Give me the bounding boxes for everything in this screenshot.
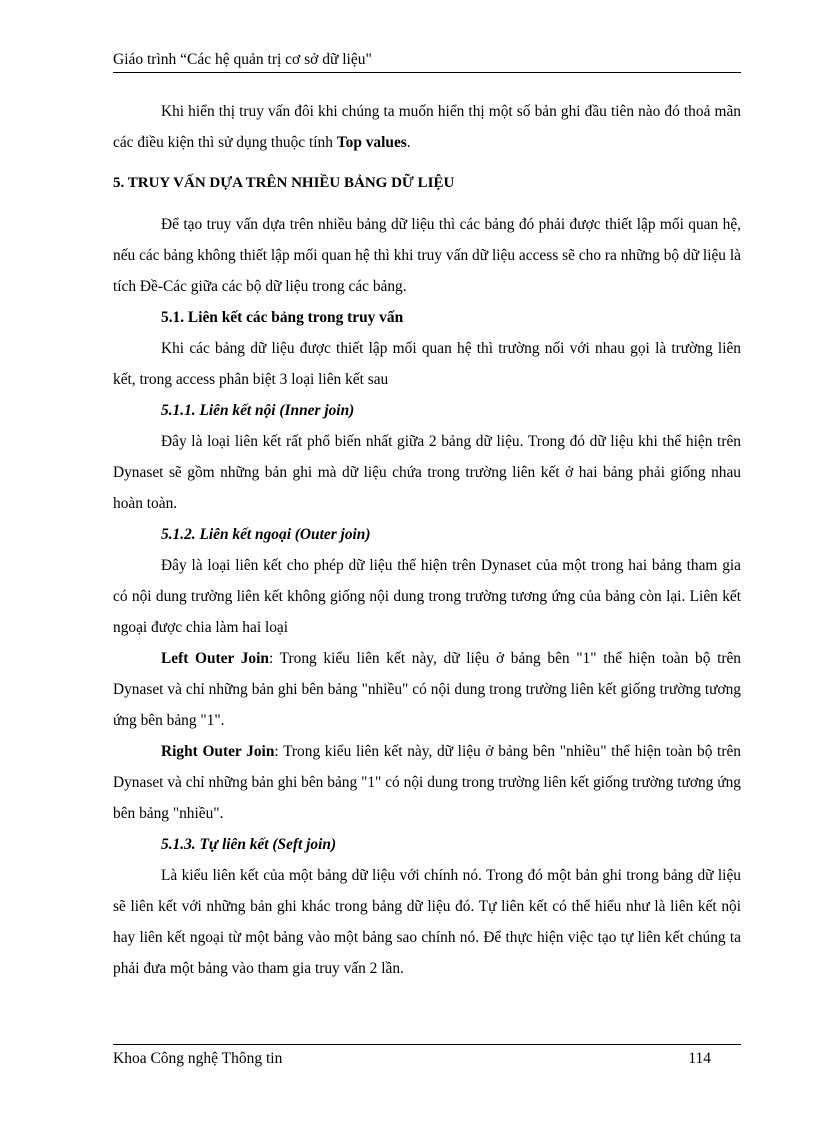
paragraph-self-join: Là kiểu liên kết của một bảng dữ liệu với chính nó. Trong đó một bản ghi trong bảng dữ liệu sẽ liên kết với những bản ghi khác trong bảng dữ liệu đó. Tự liên kết có thể hiểu như là liên kết nội hay liên kết ngoại từ một bảng vào một bảng sao chính nó. Để thực hiện việc tạo tự liên kết chúng ta phải đưa một bảng vào tham gia truy vấn 2 lần.: [113, 867, 741, 977]
section-5-1-3-heading: 5.1.3. Tự liên kết (Seft join): [161, 836, 337, 853]
section-5-1-2-heading: 5.1.2. Liên kết ngoại (Outer join): [161, 526, 371, 543]
paragraph-join-fields: Khi các bảng dữ liệu được thiết lập mối quan hệ thì trường nối với nhau gọi là trường liên kết, trong access phân biệt 3 loại liên kết sau: [113, 340, 741, 388]
page-header: [113, 50, 741, 73]
right-outer-join-term: Right Outer Join: [161, 743, 275, 760]
header-title: Giáo trình “Các hệ quản trị cơ sở dữ liệu": [113, 51, 372, 68]
page-footer: [113, 1044, 741, 1069]
paragraph-multi-table: Để tạo truy vấn dựa trên nhiều bảng dữ liệu thì các bảng đó phải được thiết lập mối quan hệ, nếu các bảng không thiết lập mối quan hệ thì khi truy vấn dữ liệu access sẽ cho ra những bộ dữ liệu là tích Đề-Các giữa các bộ dữ liệu trong các bảng.: [113, 216, 741, 295]
section-5-1-1-heading: 5.1.1. Liên kết nội (Inner join): [161, 402, 355, 419]
page-body: [113, 96, 741, 984]
left-outer-join-text: : Trong kiểu liên kết này, dữ liệu ở bảng bên "1" thể hiện toàn bộ trên Dynaset và chỉ những bản ghi bên bảng "nhiều" có nội dung trong trường liên kết giống trường tương ứng bên bảng "1".: [113, 650, 741, 729]
right-outer-join-text: : Trong kiểu liên kết này, dữ liệu ở bảng bên "nhiều" thể hiện toàn bộ trên Dynaset và chỉ những bản ghi bên bảng "1" có nội dung trong trường liên kết giống trường tương ứng bên bảng "nhiều".: [113, 743, 741, 822]
section-5-1-heading: 5.1. Liên kết các bảng trong truy vấn: [161, 309, 404, 326]
paragraph-top-values: [113, 96, 741, 158]
page-number: 114: [688, 1050, 711, 1067]
paragraph-end: .: [406, 134, 411, 151]
paragraph-left-outer-join: [113, 643, 741, 736]
paragraph-right-outer-join: [113, 736, 741, 829]
paragraph-inner-join: Đây là loại liên kết rất phổ biến nhất giữa 2 bảng dữ liệu. Trong đó dữ liệu khi thể hiện trên Dynaset sẽ gồm những bản ghi mà dữ liệu chứa trong trường liên kết ở hai bảng phải giống nhau hoàn toàn.: [113, 433, 741, 512]
top-values-term: Top values: [336, 134, 407, 151]
left-outer-join-term: Left Outer Join: [161, 650, 269, 667]
footer-department: Khoa Công nghệ Thông tin: [113, 1050, 283, 1067]
paragraph-text: Khi hiển thị truy vấn đôi khi chúng ta muốn hiển thị một số bản ghi đầu tiên nào đó thoả mãn các điều kiện thì sử dụng thuộc tính: [113, 103, 741, 151]
section-5-heading: 5. TRUY VẤN DỰA TRÊN NHIỀU BẢNG DỮ LIỆU: [113, 175, 455, 191]
paragraph-outer-join: Đây là loại liên kết cho phép dữ liệu thể hiện trên Dynaset của một trong hai bảng tham gia có nội dung trường liên kết không giống nội dung trong trường tương ứng của bảng còn lại. Liên kết ngoại được chia làm hai loại: [113, 557, 741, 636]
